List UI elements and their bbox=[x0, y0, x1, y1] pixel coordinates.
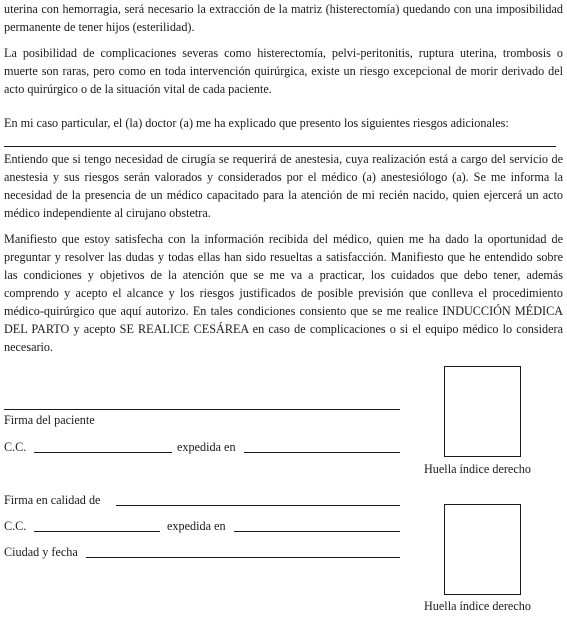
patient-id-field[interactable] bbox=[34, 452, 172, 453]
patient-signature-label: Firma del paciente bbox=[4, 413, 95, 427]
city-date-label: Ciudad y fecha bbox=[4, 545, 78, 559]
representative-id-field[interactable] bbox=[34, 531, 160, 532]
representative-signature-field[interactable] bbox=[116, 505, 400, 506]
paragraph-hysterectomy: uterina con hemorragia, será necesario la extracción de la matriz (histerectomía) quedando con una imposibilidad permanente de tener hijos (esterilidad). bbox=[4, 2, 563, 34]
patient-id-label: C.C. bbox=[4, 440, 27, 454]
paragraph-complications: La posibilidad de complicaciones severas como histerectomía, pelvi-peritonitis, ruptura uterina, trombosis o muerte son raras, pero como en toda intervención quirúrgica, existe un riesgo excepcional de morir derivado del acto quirúrgico o de la situación vital de cada paciente. bbox=[4, 46, 563, 96]
representative-issued-label: expedida en bbox=[167, 519, 226, 533]
city-date-field[interactable] bbox=[86, 557, 400, 558]
representative-id-label: C.C. bbox=[4, 519, 27, 533]
fingerprint-caption-1: Huella índice derecho bbox=[424, 462, 531, 476]
representative-signature-label: Firma en calidad de bbox=[4, 493, 101, 507]
fingerprint-box-1 bbox=[444, 366, 521, 457]
fingerprint-box-2 bbox=[444, 504, 521, 595]
additional-risks-line[interactable] bbox=[4, 146, 556, 147]
paragraph-additional-risks: En mi caso particular, el (la) doctor (a) me ha explicado que presento los siguientes riesgos adicionales: bbox=[4, 116, 509, 130]
representative-issued-field[interactable] bbox=[234, 531, 400, 532]
fingerprint-caption-2: Huella índice derecho bbox=[424, 599, 531, 613]
patient-signature-line[interactable] bbox=[4, 409, 400, 410]
patient-issued-label: expedida en bbox=[177, 440, 236, 454]
paragraph-anesthesia: Entiendo que si tengo necesidad de cirugía se requerirá de anestesia, cuya realización está a cargo del servicio de anestesia y sus riesgos serán valorados y considerados por el médico (a) anestesiólogo (a). Se me informa la necesidad de la presencia de un médico capacitado para la atención de mi recién nacido, quien ejercerá un acto médico independiente al cirujano obstetra. bbox=[4, 152, 563, 220]
patient-issued-field[interactable] bbox=[244, 452, 400, 453]
paragraph-consent: Manifiesto que estoy satisfecha con la información recibida del médico, quien me ha dado la oportunidad de preguntar y resolver las dudas y todas ellas han sido resueltas a satisfacción. Manifiesto que he entendido sobre las condiciones y objetivos de la atención que se me va a practicar, los cuidados que debo tener, además comprendo y acepto el alcance y los riesgos justificados de posible previsión que conlleva el procedimiento médico-quirúrgico que aquí autorizo. En tales condiciones consiento que se me realice INDUCCIÓN MÉDICA DEL PARTO y acepto SE REALICE CESÁREA en caso de complicaciones o si el equipo médico lo considera necesario. bbox=[4, 232, 563, 354]
